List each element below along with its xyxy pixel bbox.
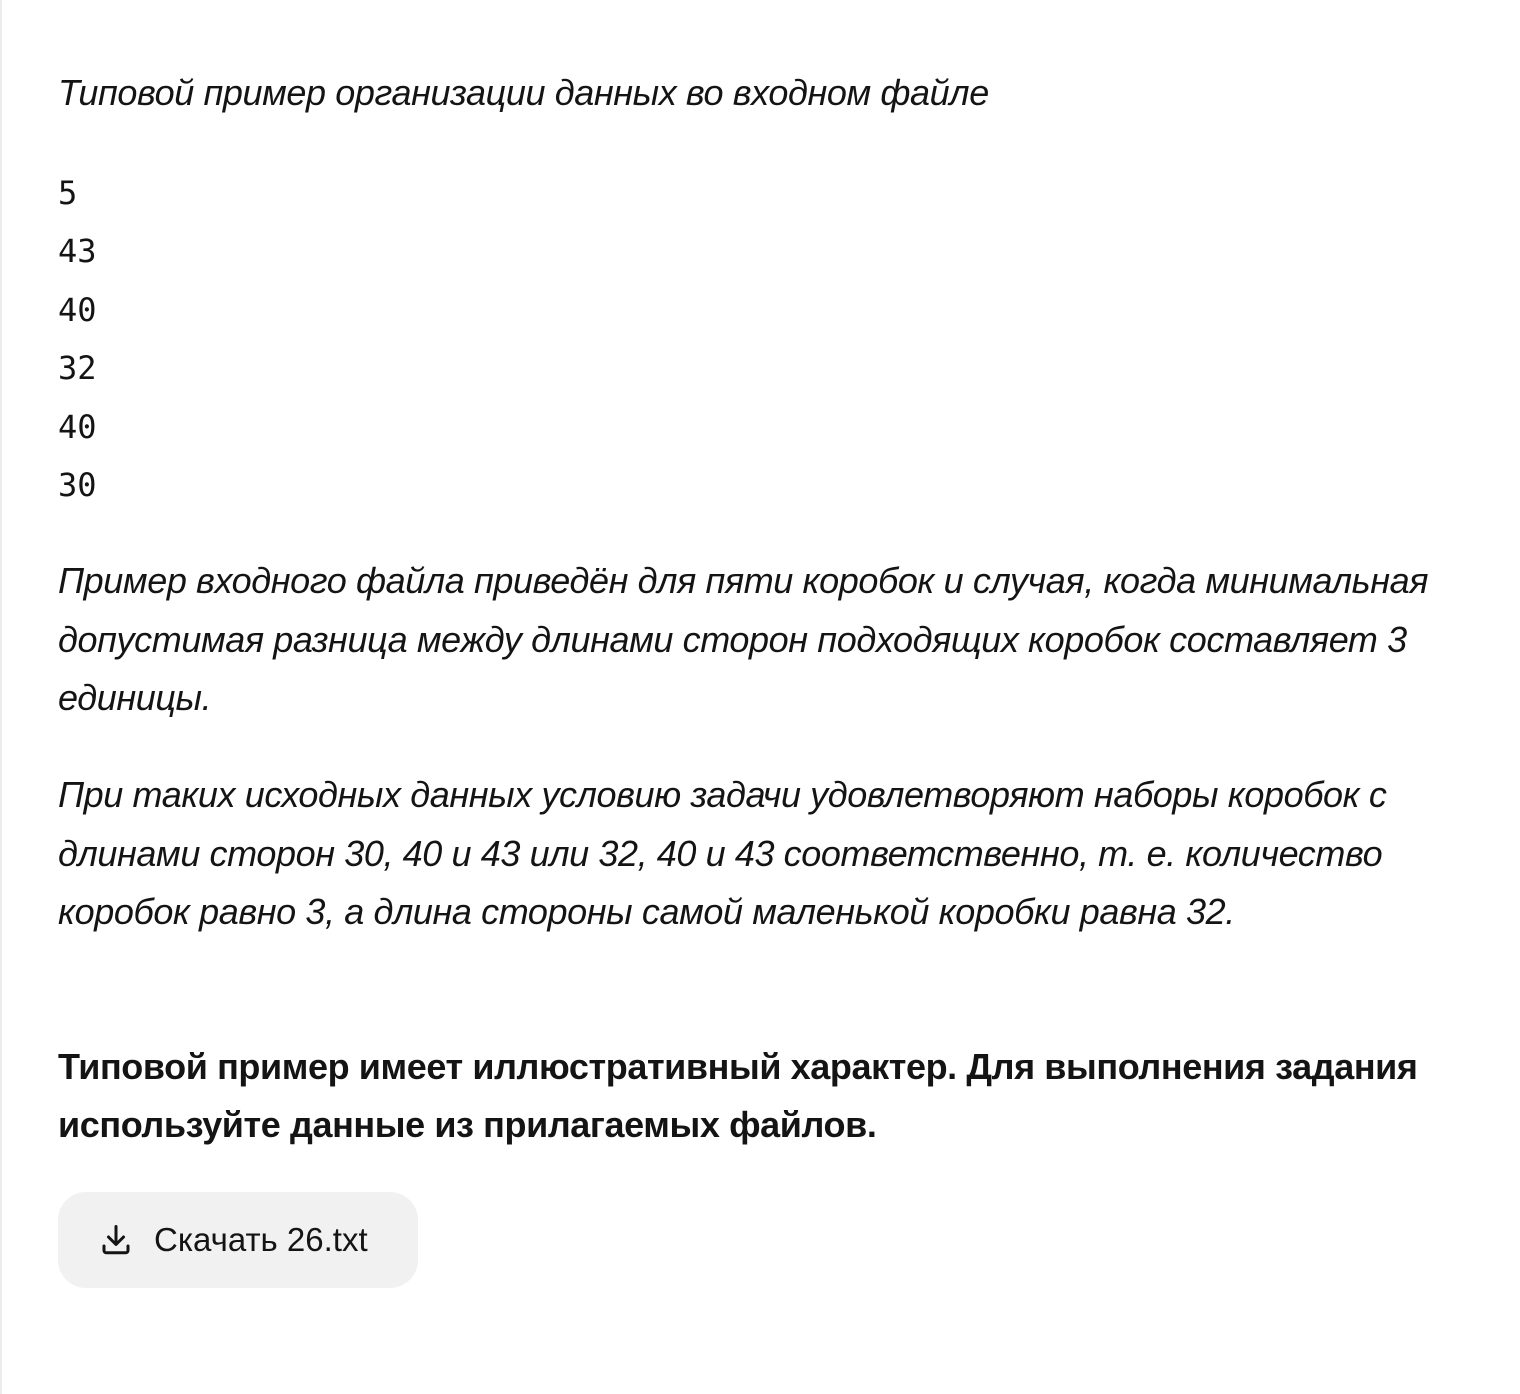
download-button-label: Скачать 26.txt bbox=[154, 1221, 368, 1258]
download-icon bbox=[98, 1222, 134, 1258]
example-intro: Типовой пример организации данных во входном файле bbox=[58, 72, 989, 113]
left-border bbox=[0, 0, 2, 1394]
example-explanation: Пример входного файла приведён для пяти коробок и случая, когда минимальная допустимая разница между длинами сторон подходящих коробок составляет 3 единицы. bbox=[58, 560, 1429, 718]
input-file-example bbox=[58, 164, 97, 514]
input-line: 43 bbox=[58, 232, 97, 271]
input-line: 40 bbox=[58, 290, 97, 329]
input-line-count: 5 bbox=[58, 174, 78, 212]
illustrative-note: Типовой пример имеет иллюстративный характер. Для выполнения задания используйте данные из прилагаемых файлов. bbox=[58, 1046, 1418, 1145]
input-line: 30 bbox=[58, 465, 97, 504]
input-line: 32 bbox=[58, 349, 97, 388]
example-result: При таких исходных данных условию задачи удовлетворяют наборы коробок с длинами сторон 30, 40 и 43 или 32, 40 и 43 соответственно, т. е. количество коробок равно 3, а длина стороны самой маленькой коробки равна 32. bbox=[58, 774, 1387, 932]
download-file-button[interactable] bbox=[58, 1192, 418, 1288]
input-line: 40 bbox=[58, 407, 97, 446]
